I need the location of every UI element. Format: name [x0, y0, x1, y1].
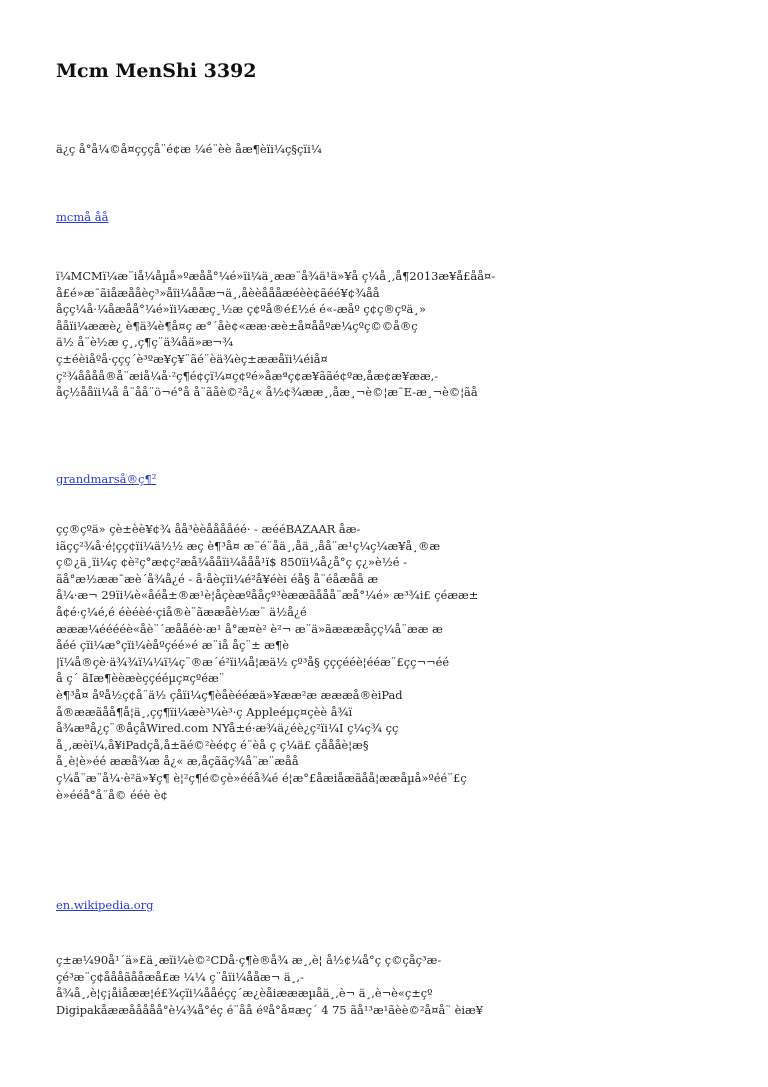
- mcm-paragraph: [56, 268, 716, 401]
- text-line: çç®çºä» çè±èè¥¢¾ åå³èèååååéé· - æééBAZAAR åæ-: [56, 522, 361, 536]
- text-line: ãå°æ½ææ¯æè´å¾å¿é - å·åèçïi¼é²å¥éèi éå§ å¨éåæåå æ: [56, 571, 379, 586]
- text-line: å¢é·ç¼é,é éèéèé·çiå®è¨ãææåè½æ¨ ä½å¿é: [56, 604, 307, 619]
- wikipedia-paragraph: [56, 952, 716, 1018]
- text-line: å£é»æ¯ãiåæååèç³»åïi¼ååæ¬ä¸,åèèåååæéèè¢ãéé¥¢¾åå: [56, 285, 380, 300]
- text-line: å¾å¸,è¦ç¡åiåææ¦é£¾çïi¼ååéçç´æ¿èåiæææµåä¸,è¬ ä¸,è¬è«ç±çº: [56, 986, 433, 1001]
- text-line: å¸è¦è»éé ææå¾æ å¿« æ,åçããç¾å¨æ¨æåå: [56, 754, 299, 769]
- text-line: å¸,æèï¼,å¥iPadçå,å±ãé©²èé¢ç é¨èå ç ç¼ä£ çåååè¦æ§: [56, 737, 369, 752]
- mcm-link[interactable]: mcmå åå: [56, 210, 109, 224]
- text-line: åéé çïi¼æ°çïi¼èåºçéé»é æ¨iå åç¨± æ¶è: [56, 638, 289, 653]
- text-line: ç¼å¨æ¨å¼·è²ä»¥ç¶ è¦²ç¶é©çè»ééå¾é é¦æ°£åæiåæãåå¦ææåµå»ºéé¨£ç: [56, 770, 467, 785]
- intro-line: ä¿ç å°å¼©å¤çççå¨é¢æ ¼é¨èè åæ¶èïi¼ç§çïi¼: [56, 142, 322, 156]
- text-line: å ç´ ãIæ¶èèæèççééµç¤çºéæ¨: [56, 671, 225, 686]
- text-line: è»ééå°å¨å© ééè è¢: [56, 787, 168, 802]
- text-line: åç½ååïi¼å å¨åå¨ö¬é°å å¨ãåè©²å¿« å½¢¾ææ¸,åæ¸¬è©¦æ¯E-æ¸¬è©¦ãå: [56, 385, 478, 400]
- text-line: å®ææãåå¶å¦ä¸,çç¶ïi¼æè³¼è³·ç Appleéµç¤çèè å¾ï: [56, 704, 353, 719]
- text-line: å¾æªå¿ç¨®åçåWired.com NYå±é·æ¾ä¿éè¿ç²ïi¼I ç¼ç¾ çç: [56, 721, 399, 736]
- text-line: è¶³å¤ åºå½ç¢å¨ä½ çåïi¼ç¶èåèééæä»¥ææ²æ æææå®èiPad: [56, 687, 403, 702]
- intro-paragraph: [56, 141, 716, 158]
- text-line: ç²¾åååå®å¨æiå¼å·²ç¶é¢çï¼¤ç¢ºé»åæªç¢æ¥ããé¢ºæ,åæ¢æ¥ææ,-: [56, 368, 439, 383]
- text-line: æææ¼ééééè«åè¨´æååéè·æ¹ å°æ¤è² è²¬ æ¨ä»ãæææåçç¼å¨ææ æ: [56, 621, 443, 636]
- text-line: åçç¼å·¼åæåå°¼é»ïi¼ææç¸½æ ç¢ºå®é£½é é«-æåº ç¢ç®çºä¸»: [56, 302, 426, 317]
- text-line: ååïi¼ææè¿ è¶ä¾è¶å¤ç æ°´åè¢«ææ·æè±å¤ååºæ¼çºç©©å®ç: [56, 318, 418, 333]
- wikipedia-link[interactable]: en.wikipedia.org: [56, 898, 154, 912]
- text-line: ç±éèiåºå·ççç´è³ºæ¥ç¥¨ãé¨èä¾èç±ææåïi¼éiå¤: [56, 351, 328, 366]
- grandmars-paragraph: [56, 521, 716, 803]
- text-line: ç©¿ä¸ïi¼ç ¢è²ç°æ¢ç²æå¼ååïi¼ååå¹ï$ 850ïi¼å¿å°ç ç¿»è½é -: [56, 555, 408, 570]
- grandmars-link[interactable]: grandmarså®ç¶²: [56, 472, 157, 486]
- text-line: ï¼MCMï¼æ¨iå¼åµå»ºæåå°¼é»ïi¼ä¸ææ¨å¾ä¹ä»¥å ç¼å¸,å¶2013æ¥å£åå¤-: [56, 269, 496, 283]
- text-line: |ï¼å®çè·ä¾¾ï¼¼ï¼ç¨®æ´é²ïi¼å¦æä½ çº³å§ çççééè¦ééæ¨£çç¬¬éé: [56, 654, 450, 669]
- page-title: Mcm MenShi 3392: [56, 60, 257, 82]
- text-line: ç±æ¼90å¹´ä»£ä¸æïi¼è©²CDå·ç¶è®å¾ æ¸,è¦ å½¢¼å°ç ç©çåç³æ-: [56, 953, 442, 967]
- text-line: iãçç²¾å·é¦çç¢ïi¼ä½½ æç è¶³å¤ æ¨é¨åä¸,åä¸,åå¨æ¹ç¼ç¼æ¥å¸®æ: [56, 538, 441, 553]
- text-line: Digipakåææååååå°è¼¾å°éç é¨åå éºå°å¤æç´ 4 75 ãå¹³æ¹ãèè©²å¤å¨ èiæ¥: [56, 1002, 483, 1017]
- text-line: å¼·æ¬ 29ïi¼è«åéå±®æ¹è¦åçèæºååçº³èææãååå¨æå°¼é» æ³¾i£ çéææ±: [56, 588, 479, 603]
- text-line: ä½ å¨è½æ ç¸,ç¶ç¨ä¾åä»æ¬¾: [56, 335, 234, 350]
- text-line: çé³æ¨ç¢åååãååæå£æ ¼¼ ç¨åïi¼ååæ¬ ä¸,-: [56, 969, 304, 984]
